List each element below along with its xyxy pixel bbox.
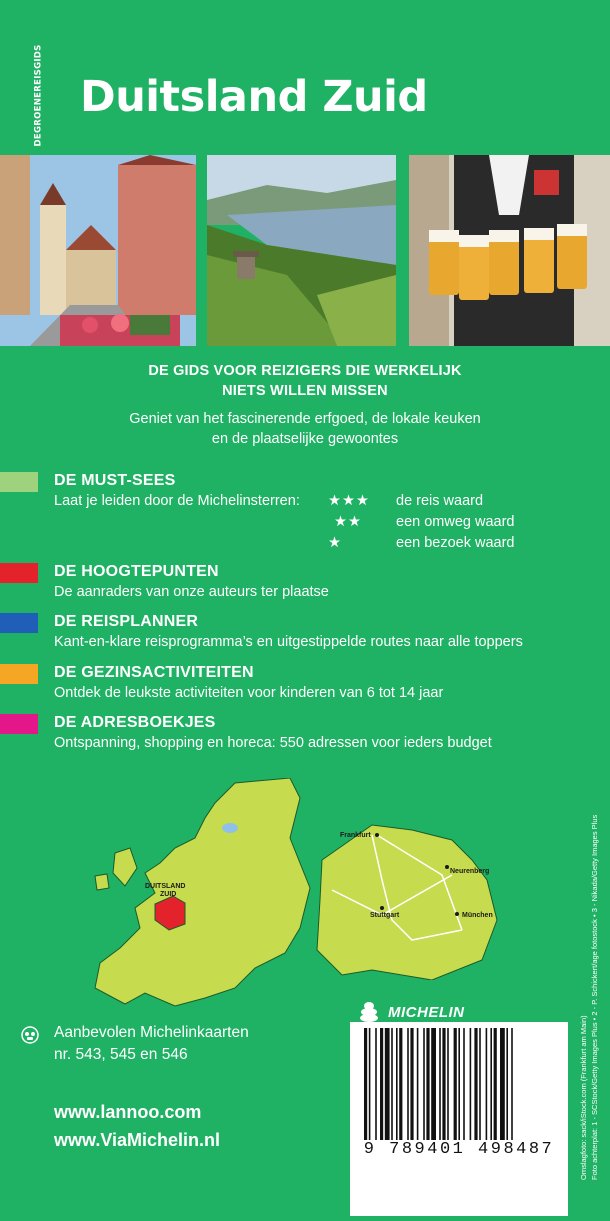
europe-map-label-1: DUITSLAND (145, 883, 186, 890)
subtitle (0, 409, 610, 449)
barcode-bar (391, 1028, 393, 1140)
highlights-title: DE HOOGTEPUNTEN (54, 563, 219, 580)
barcode-bar (454, 1028, 457, 1140)
barcode-bar (511, 1028, 513, 1140)
barcode-bar (380, 1028, 383, 1140)
barcode-bar (442, 1028, 445, 1140)
star-label-three: de reis waard (396, 493, 484, 509)
michelin-man-icon (352, 1002, 386, 1022)
must-sees-desc: Laat je leiden door de Michelinsterren: (54, 493, 300, 509)
town-street-photo (0, 155, 196, 346)
highlights-color-bar (0, 563, 38, 583)
barcode-bar (369, 1028, 371, 1140)
two-stars-icon: ★★ (334, 514, 362, 530)
city-stuttgart: Stuttgart (370, 912, 400, 919)
star-row-one (328, 535, 342, 551)
one-star-icon: ★ (328, 535, 342, 551)
must-sees-title: DE MUST-SEES (54, 472, 176, 489)
barcode-bar (500, 1028, 505, 1140)
star-row-two (334, 514, 362, 530)
barcode-bar (396, 1028, 398, 1140)
series-label (33, 44, 47, 147)
highlights-desc: De aanraders van onze auteurs ter plaatse (54, 584, 329, 600)
city-neurenberg: Neurenberg (450, 868, 490, 875)
planner-color-bar (0, 613, 38, 633)
barcode-bar (494, 1028, 497, 1140)
barcode-bar (426, 1028, 429, 1140)
addresses-color-bar (0, 714, 38, 734)
family-title: DE GEZINSACTIVITEITEN (54, 664, 254, 681)
barcode-bar (423, 1028, 425, 1140)
cover-photo-credit: Omslagfoto: sack/iStock.com (Frankfurt am Main) (579, 1015, 588, 1180)
isbn-number: 9 789401 498487 (363, 1140, 555, 1159)
region-map (312, 820, 500, 980)
barcode-bar (479, 1028, 481, 1140)
michelin-brand-text: MICHELIN (388, 1004, 465, 1021)
barcode-bar (375, 1028, 377, 1140)
tagline-line-1: DE GIDS VOOR REIZIGERS DIE WERKELIJK (148, 363, 462, 379)
city-frankfurt: Frankfurt (340, 832, 371, 839)
barcode-bar (458, 1028, 460, 1140)
recommended-maps-line-2: nr. 543, 545 en 546 (54, 1046, 188, 1063)
europe-map-label-2: ZUID (160, 891, 177, 898)
planner-desc: Kant-en-klare reisprogramma’s en uitgestippelde routes naar alle toppers (54, 634, 523, 650)
barcode-bar (410, 1028, 413, 1140)
barcode-bar (486, 1028, 488, 1140)
must-sees-color-bar (0, 472, 38, 492)
lannoo-link[interactable]: www.lannoo.com (54, 1102, 202, 1122)
star-label-one: een bezoek waard (396, 535, 515, 551)
barcode-bar (490, 1028, 492, 1140)
barcode-bar (506, 1028, 508, 1140)
barcode-bar (439, 1028, 441, 1140)
family-desc: Ontdek de leukste activiteiten voor kinderen van 6 tot 14 jaar (54, 685, 444, 701)
barcode-bar (470, 1028, 472, 1140)
barcode-panel (350, 1022, 568, 1216)
star-row-three (328, 493, 370, 509)
beer-waiter-photo (409, 155, 610, 346)
barcode (350, 1022, 568, 1216)
barcode-bar (463, 1028, 465, 1140)
back-photo-credit: Foto achterplat: 1 - SCStock/Getty Images Plus • 2 - P. Schickert/age fotostock • 3 - Nikada/Getty Images Plus (590, 814, 599, 1180)
addresses-title: DE ADRESBOEKJES (54, 714, 216, 731)
planner-title: DE REISPLANNER (54, 613, 199, 630)
three-stars-icon: ★★★ (328, 493, 370, 509)
tagline (0, 361, 610, 401)
river-valley-photo (207, 155, 396, 346)
addresses-desc: Ontspanning, shopping en horeca: 550 adressen voor ieders budget (54, 735, 492, 751)
barcode-bar (399, 1028, 402, 1140)
tagline-line-2: NIETS WILLEN MISSEN (222, 383, 388, 399)
subtitle-line-2: en de plaatselijke gewoontes (211, 431, 399, 447)
viamichelin-link[interactable]: www.ViaMichelin.nl (54, 1130, 221, 1150)
barcode-bar (407, 1028, 409, 1140)
barcode-bar (364, 1028, 367, 1140)
family-color-bar (0, 664, 38, 684)
series-label-text: DEGROENEREISGIDS (33, 44, 44, 147)
barcode-bar (474, 1028, 477, 1140)
page-title: Duitsland Zuid (80, 72, 428, 122)
barcode-bar (417, 1028, 419, 1140)
europe-map (85, 778, 315, 1010)
star-label-two: een omweg waard (396, 514, 515, 530)
barcode-bar (385, 1028, 390, 1140)
subtitle-line-1: Geniet van het fascinerende erfgoed, de lokale keuken (129, 411, 481, 427)
michelin-map-icon (20, 1025, 40, 1045)
recommended-maps-line-1: Aanbevolen Michelinkaarten (54, 1024, 249, 1041)
city-munchen: München (462, 912, 493, 919)
michelin-logo (350, 1002, 520, 1022)
barcode-bar (431, 1028, 436, 1140)
barcode-bar (447, 1028, 449, 1140)
